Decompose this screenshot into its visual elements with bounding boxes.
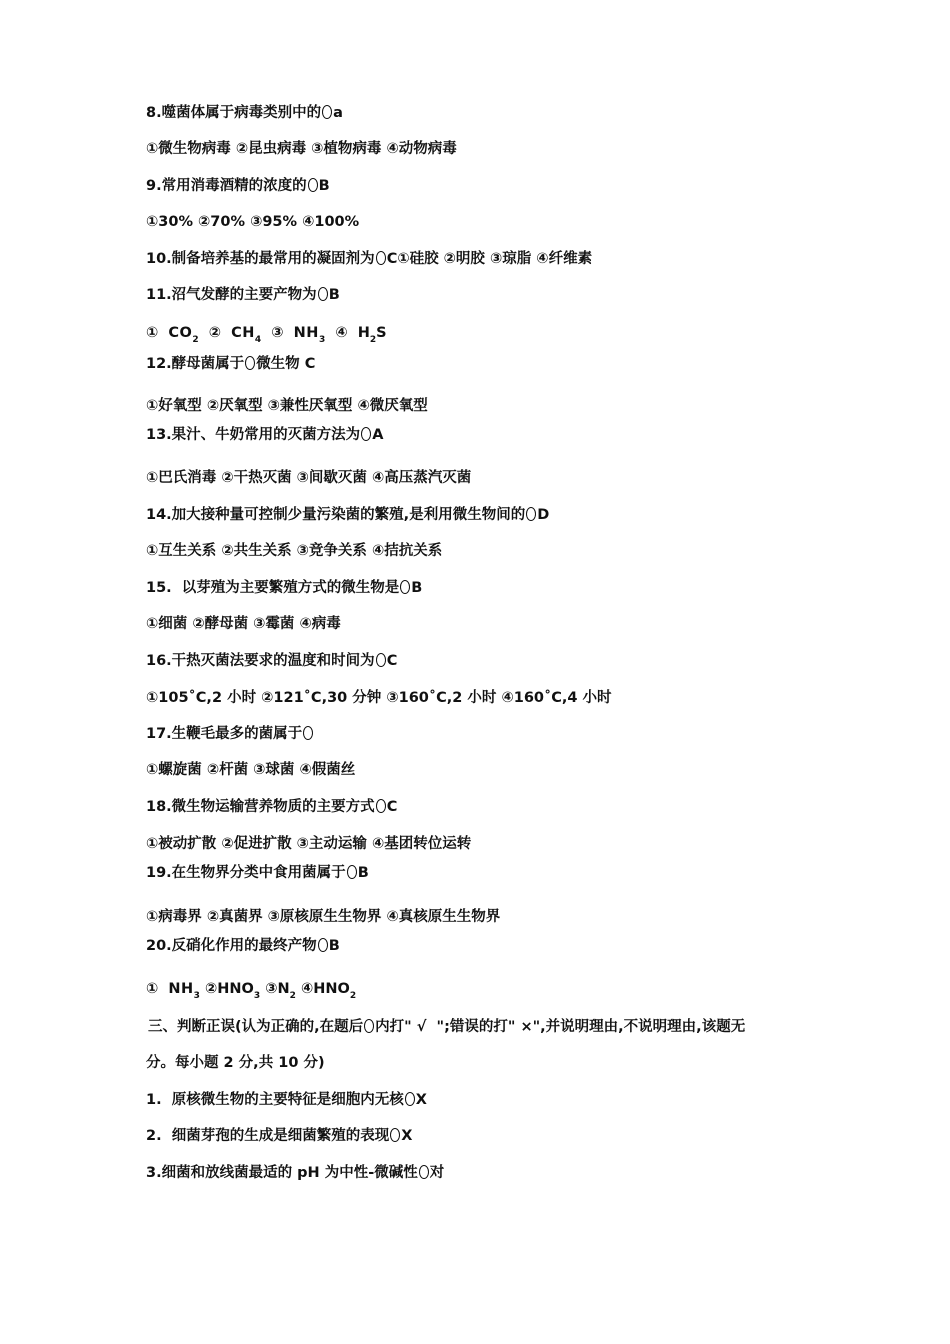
answer-circle [376,251,386,265]
judgement-1: 1. 原核微生物的主要特征是细胞内无核 X [146,1092,427,1108]
question-11-options: ① $CO_2$ ② $CH_4$ ③ $NH_3$ ④ $H_2S$ [146,325,387,345]
question-12: 12.酵母菌属于 微生物 C [146,356,316,372]
answer-circle [318,287,328,301]
question-15: 15. 以芽殖为主要繁殖方式的微生物是 B [146,580,423,596]
question-16-options: ①105˚C,2 小时 ②121˚C,30 分钟 ③160˚C,2 小时 ④160˚C,4 小时 [146,690,612,706]
answer-circle [526,507,536,521]
answer-circle [405,1092,415,1106]
section-3-heading-cont: 分。每小题 2 分,共 10 分) [146,1055,325,1071]
question-12-options: ①好氧型 ②厌氧型 ③兼性厌氧型 ④微厌氧型 [146,398,428,414]
question-16: 16.干热灭菌法要求的温度和时间为 C [146,653,398,669]
answer-circle [364,1019,374,1033]
answer-circle [376,799,386,813]
question-15-options: ①细菌 ②酵母菌 ③霉菌 ④病毒 [146,616,341,632]
answer-circle [400,580,410,594]
answer-circle [318,938,328,952]
question-17-options: ①螺旋菌 ②杆菌 ③球菌 ④假菌丝 [146,762,356,778]
question-13: 13.果汁、牛奶常用的灭菌方法为 A [146,427,384,443]
answer-circle [322,105,332,119]
question-11: 11.沼气发酵的主要产物为 B [146,287,340,303]
answer-circle [419,1165,429,1179]
answer-circle [303,726,313,740]
section-3-heading: 三、判断正误(认为正确的,在题后 内打" √ ";错误的打" ×",并说明理由,不说明理由,该题无 [148,1019,746,1035]
question-8: 8.噬菌体属于病毒类别中的 a [146,105,343,121]
question-13-options: ①巴氏消毒 ②干热灭菌 ③间歇灭菌 ④高压蒸汽灭菌 [146,470,472,486]
question-8-options: ①微生物病毒 ②昆虫病毒 ③植物病毒 ④动物病毒 [146,141,457,157]
question-18-options: ①被动扩散 ②促进扩散 ③主动运输 ④基团转位运转 [146,836,472,852]
question-20-options: ① $NH_3$ $②HNO_3$ $③N_2$ $④HNO_2$ [146,981,357,1001]
question-14: 14.加大接种量可控制少量污染菌的繁殖,是利用微生物间的 D [146,507,550,523]
question-19: 19.在生物界分类中食用菌属于 B [146,865,369,881]
answer-circle [376,653,386,667]
answer-circle [245,356,255,370]
answer-circle [361,427,371,441]
question-18: 18.微生物运输营养物质的主要方式 C [146,799,398,815]
answer-circle [308,178,318,192]
question-10: 10.制备培养基的最常用的凝固剂为 C①硅胶 ②明胶 ③琼脂 ④纤维素 [146,251,593,267]
question-9-options: ①30% ②70% ③95% ④100% [146,214,360,230]
question-19-options: ①病毒界 ②真菌界 ③原核原生生物界 ④真核原生生物界 [146,909,501,925]
answer-circle [390,1128,400,1142]
question-17: 17.生鞭毛最多的菌属于 [146,724,314,744]
judgement-3: 3.细菌和放线菌最适的 pH 为中性-微碱性 对 [146,1165,445,1181]
question-20: 20.反硝化作用的最终产物 B [146,938,340,954]
answer-circle [347,865,357,879]
question-14-options: ①互生关系 ②共生关系 ③竞争关系 ④拮抗关系 [146,543,443,559]
question-9: 9.常用消毒酒精的浓度的 B [146,178,330,194]
judgement-2: 2. 细菌芽孢的生成是细菌繁殖的表现 X [146,1128,413,1144]
